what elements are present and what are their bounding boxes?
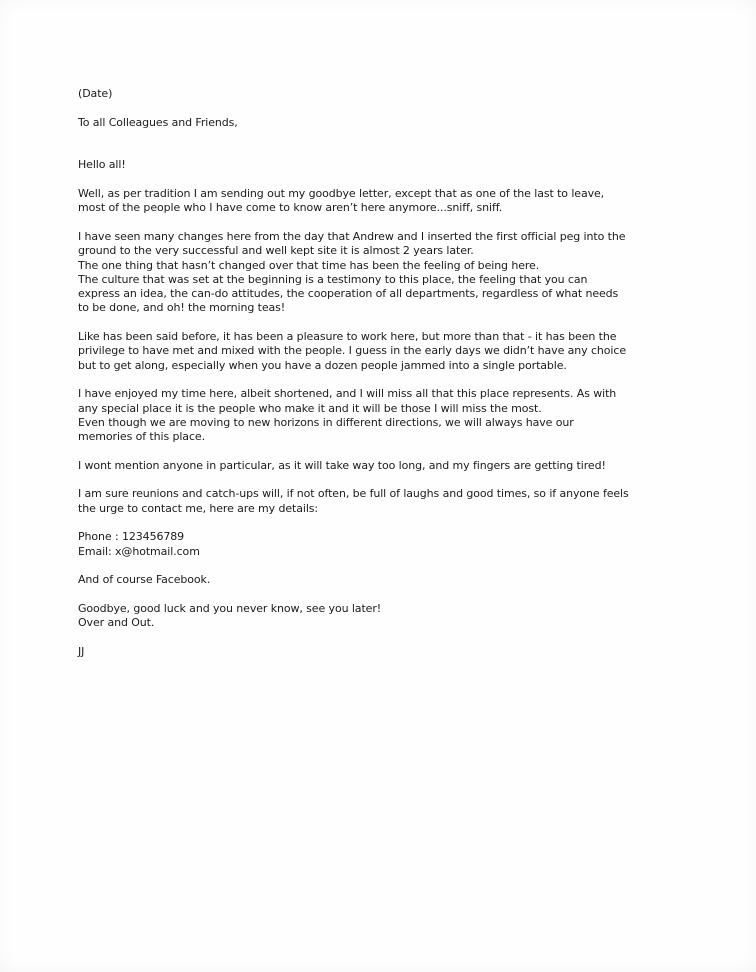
blank-line <box>78 216 686 230</box>
paragraph-line: I wont mention anyone in particular, as it will take way too long, and my fingers are getting tired! <box>78 458 606 472</box>
paragraph-line: Well, as per tradition I am sending out my goodbye letter, except that as one of the last to leave, <box>78 187 605 201</box>
blank-line <box>78 316 686 330</box>
paragraph-line: but to get along, especially when you have a dozen people jammed into a single portable. <box>78 358 567 372</box>
paragraph-line: Like has been said before, it has been a pleasure to work here, but more than that - it has been the <box>78 330 617 344</box>
blank-line <box>78 587 686 601</box>
paragraph-line: ground to the very successful and well kept site it is almost 2 years later. <box>78 244 474 258</box>
paragraph-line: express an idea, the can-do attitudes, the cooperation of all departments, regardless of what needs <box>78 287 619 301</box>
blank-line <box>78 559 686 573</box>
email-line: Email: x@hotmail.com <box>78 544 200 558</box>
letter-body <box>78 87 686 659</box>
blank-line <box>78 516 686 530</box>
paragraph-line: The one thing that hasn’t changed over that time has been the feeling of being here. <box>78 258 540 272</box>
blank-line <box>78 444 686 458</box>
signoff-line: Over and Out. <box>78 615 155 629</box>
blank-line <box>78 473 686 487</box>
greeting: Hello all! <box>78 158 126 172</box>
blank-line <box>78 173 686 187</box>
paragraph-line: to be done, and oh! the morning teas! <box>78 301 286 315</box>
paragraph-line: most of the people who I have come to know aren’t here anymore...sniff, sniff. <box>78 201 503 215</box>
paragraph-line: memories of this place. <box>78 430 205 444</box>
paragraph-line: The culture that was set at the beginning is a testimony to this place, the feeling that you can <box>78 272 588 286</box>
blank-line <box>78 130 686 144</box>
signature: JJ <box>78 644 85 658</box>
blank-line <box>78 373 686 387</box>
paragraph-line: the urge to contact me, here are my details: <box>78 501 319 515</box>
paragraph-line: And of course Facebook. <box>78 573 211 587</box>
paragraph-line: Even though we are moving to new horizons in different directions, we will always have our <box>78 415 574 429</box>
paragraph-line: I have seen many changes here from the day that Andrew and I inserted the first official peg into the <box>78 229 626 243</box>
paragraph-line: any special place it is the people who make it and it will be those I will miss the most. <box>78 401 542 415</box>
phone-line: Phone : 123456789 <box>78 530 185 544</box>
paragraph-line: I have enjoyed my time here, albeit shortened, and I will miss all that this place represents. As with <box>78 387 617 401</box>
paragraph-line: privilege to have met and mixed with the people. I guess in the early days we didn’t have any choice <box>78 344 626 358</box>
signoff-line: Goodbye, good luck and you never know, see you later! <box>78 601 382 615</box>
blank-line <box>78 630 686 644</box>
salutation: To all Colleagues and Friends, <box>78 115 238 129</box>
blank-line <box>78 144 686 158</box>
paragraph-line: I am sure reunions and catch-ups will, if not often, be full of laughs and good times, so if anyone feels <box>78 487 629 501</box>
blank-line <box>78 101 686 115</box>
date-placeholder: (Date) <box>78 87 113 100</box>
